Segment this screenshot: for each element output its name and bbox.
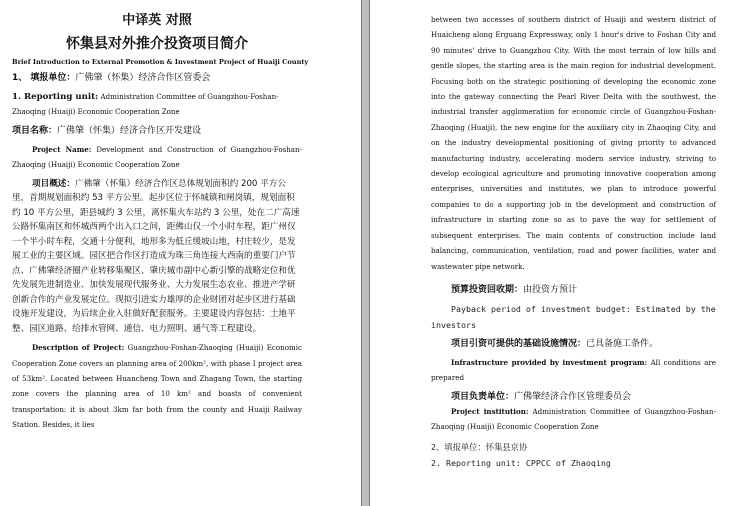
overview-cn xyxy=(12,177,302,337)
infrastructure-en xyxy=(431,355,716,386)
project-name-cn-label: 项目名称： xyxy=(12,125,58,136)
payback-cn-value: 由投资方预计 xyxy=(523,284,578,295)
project-name-cn-value: 广佛肇（怀集）经济合作区开发建设 xyxy=(57,125,202,136)
payback-cn-label: 预算投资回收期： xyxy=(451,284,524,295)
infrastructure-cn-value: 已具备施工条件。 xyxy=(586,338,659,349)
reporting-unit-en-value: Administration Committee of Guangzhou-Foshan-Zhaoqing (Huaiji) Economic Cooperation Zone xyxy=(12,92,279,117)
institution-cn-label: 项目负责单位： xyxy=(451,391,515,402)
description-en xyxy=(12,340,302,432)
project-name-en-value: Development and Construction of Guangzhou-Foshan-Zhaoqing (Huaiji) Economic Cooperation Zone xyxy=(12,144,302,170)
reporting-unit-cn-value: 广佛肇（怀集）经济合作区管委会 xyxy=(75,73,211,83)
institution-en xyxy=(431,404,716,435)
institution-en-label: Project institution: xyxy=(451,406,529,416)
overview-cn-label: 项目概述： xyxy=(32,178,75,189)
institution-cn xyxy=(431,390,716,404)
reporting-unit-en-label: 1. Reporting unit: xyxy=(12,92,99,102)
infrastructure-cn-label: 项目引资可提供的基础设施情况： xyxy=(451,338,587,349)
institution-en-value: Administration Committee of Guangzhou-Foshan-Zhaoqing (Huaiji) Economic Cooperation Zone xyxy=(431,406,716,432)
payback-cn xyxy=(431,283,716,297)
project-name-en xyxy=(12,142,302,173)
document-title: 怀集县对外推介投资项目简介 xyxy=(66,36,248,52)
reporting-unit-cn-label: 1、 填报单位： xyxy=(12,73,76,83)
description-en-label: Description of Project: xyxy=(32,343,125,353)
institution-cn-value: 广佛肇经济合作区管理委员会 xyxy=(514,391,632,402)
reporting-unit-cn xyxy=(12,71,302,85)
infrastructure-en-label: Infrastructure provided by investment program: xyxy=(451,357,648,367)
overview-cn-value: 广佛肇（怀集）经济合作区总体规划面积约 200 平方公里，首期规划面积约 53 平方公里。起步区位于怀城镇和闸岗镇，规划面积约 10 平方公里，距县城约 3 公里，离怀集火车站约 3 公里，处在二广高速公路怀集南区和怀城西两个出入口之间，距佛山仅一个小时车程，距广州仅一个半小时车程，交通十分便利，地形多为低丘缓坡山地，村庄较少，是发展工业的主要区域。园区把合作区打造成为珠三角连接大西南的重要门户节点、广佛肇经济圈产业转移集聚区、肇庆城市副中心新引擎的战略定位和优先发展先进制造业、加快发展现代服务业、大力发展生态农业、推进产学研创新合作的产业发展定位。现拟引进实力雄厚的企业财团对起步区进行基础设施开发建设，为后续企业入驻做好配套服务。主要建设内容包括：土地平整、园区道路、给排水管网、通信、电力照明、通气等工程建设。 xyxy=(12,178,300,334)
project-name-en-label: Project Name: xyxy=(32,144,92,154)
description-en-value: Guangzhou-Foshan-Zhaoqing (Huaiji) Economic Cooperation Zone covers an planning area of 200km², with phase I project area of 53km². Located between Huancheng Town and Zhagang Town, the starting zone covers the planning area of 10 km² and boasts of convenient transportation: it is about 3km far both from the county and Huaiji Railway Station. Besides, it lies xyxy=(12,343,302,430)
right-document-page xyxy=(369,0,730,506)
title-bilingual: 中译英 对照 xyxy=(122,13,192,28)
reporting-unit-2-en: 2. Reporting unit: CPPCC of Zhaoqing xyxy=(431,457,611,468)
payback-en: Payback period of investment budget: Estimated by the investors xyxy=(431,303,716,330)
infrastructure-en-value: All conditions are prepared xyxy=(431,357,716,383)
description-en-continued: between two accesses of southern district of Huaiji and western district of Huaicheng along Erguang Expressway, only 1 hour's drive to Foshan City and 90 minutes' drive to Guangzhou City. With the most terrain of low hills and gentle slopes, the starting area is the main region for industrial development. Focusing both on the strategic positioning of developing the economic zone into the gateway connecting the Pearl River Delta with the southwest, the industrial transfer agglomeration for economic circle of Guangzhou-Foshan-Zhaoqing (Huaiji), the new engine for the auxiliary city in Zhaoqing City, and on the industry developmental positioning of giving priority to advanced manufacturing industry, accelerating modern service industry, striving to develop ecological agriculture and promoting innovative cooperation among enterprises, universities and institutes, we plan to introduce powerful companies to do a supporting job in the development and construction of infrastructure in starting zone so as to pave the way for settlement of subsequent enterprises. The main contents of construction include land balancing, communication, ventilation, road and power facilities, water and wastewater pipe network. xyxy=(431,15,716,271)
left-document-page xyxy=(0,0,362,506)
document-title-en: Brief Introduction to External Promotion & Investment Project of Huaiji County xyxy=(12,58,309,66)
reporting-unit-en xyxy=(12,89,302,120)
reporting-unit-2-cn: 2、填报单位：怀集县京协 xyxy=(431,441,528,452)
page-gap xyxy=(362,0,369,506)
infrastructure-cn xyxy=(431,337,716,351)
project-name-cn xyxy=(12,124,302,138)
